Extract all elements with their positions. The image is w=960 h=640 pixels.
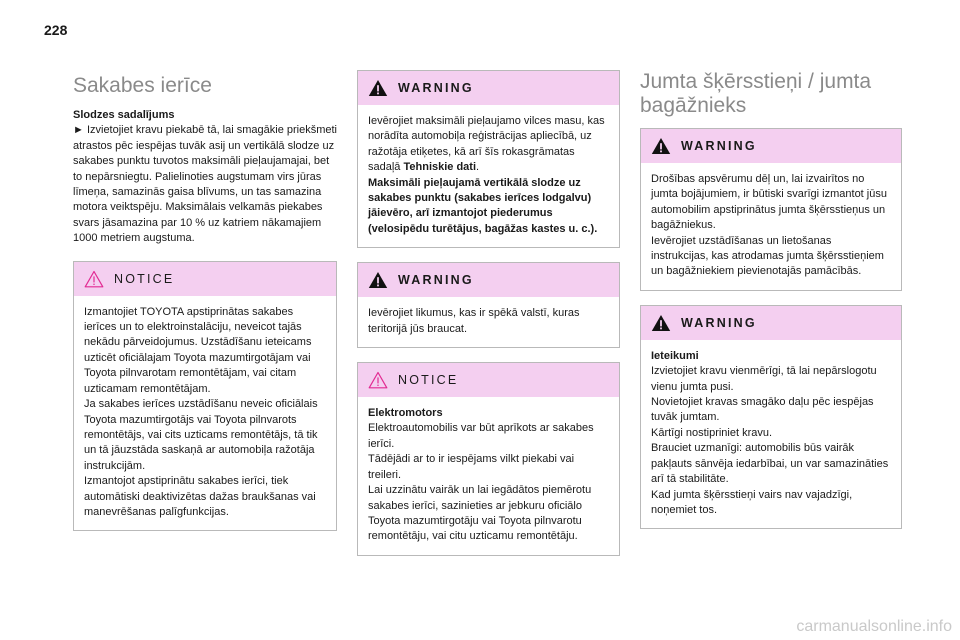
warning-text-end: . xyxy=(476,161,480,174)
warning-body xyxy=(358,105,619,247)
notice-paragraph: Izmantojiet TOYOTA apstiprinātas sakabes ierīces un to elektroinstalāciju, neveicot tajās nekādu pārveidojumus. Uzstādīšanu ieteicams uzticēt oficiālajam Toyota mazumtirgotājam vai Toyota pilnvarotam remontētājam, vai citam uzticamam remontētājam. xyxy=(84,305,312,395)
notice-label: NOTICE xyxy=(398,373,459,388)
warning-triangle-icon xyxy=(651,137,671,155)
warning-bold-paragraph: Maksimāli pieļaujamā vertikālā slodze uz sakabes punktu (sakabes ierīces lodgalvu) jāievēro, arī izmantojot piederumus (velosipēdu turētājus, bagāžas kastes u. c.). xyxy=(368,176,598,235)
warning-body xyxy=(641,340,901,528)
notice-header xyxy=(74,262,336,296)
notice-heading: Elektromotors xyxy=(368,407,443,420)
warning-body xyxy=(358,297,619,347)
warning-paragraph: Izvietojiet kravu vienmērīgi, tā lai nepārslogotu vienu jumta pusi. xyxy=(651,365,877,393)
warning-triangle-icon xyxy=(368,271,388,289)
notice-paragraph: Tādējādi ar to ir iespējams vilkt piekabi vai treileri. xyxy=(368,453,575,481)
section-title-towing: Sakabes ierīce xyxy=(73,74,212,97)
notice-body xyxy=(358,397,619,555)
column-towing xyxy=(73,70,337,531)
notice-box-towbar xyxy=(73,261,337,532)
notice-paragraph: Ja sakabes ierīces uzstādīšanu neveic oficiālais Toyota mazumtirgotājs vai Toyota pilnvarots remontētājs, vai cits uzticams remontētājs, tā tik un tā jāuzstāda saskaņā ar automobiļa ražotāja instrukcijām. xyxy=(84,398,318,472)
notice-paragraph: Izmantojot apstiprinātu sakabes ierīci, tiek automātiski deaktivizētas dažas braukšanas vai manevrēšanas palīgfunkcijas. xyxy=(84,475,316,518)
warning-paragraph: Ievērojiet uzstādīšanas un lietošanas instrukcijas, kas atrodamas jumta šķērsstieņiem un bagāžniekiem pievienotajās pamācībās. xyxy=(651,234,884,278)
warning-box-laws xyxy=(357,262,620,348)
column-roof-bars xyxy=(640,70,902,543)
subhead-load-distribution: Slodzes sadalījums xyxy=(73,109,175,121)
notice-paragraph: Lai uzzinātu vairāk un lai iegādātos piemērotu sakabes ierīci, sazinieties ar jebkuru oficiālo Toyota mazumtirgotāju vai Toyota pilnvarotu remontētāju, vai citu uzticamu remontētāju. xyxy=(368,484,592,543)
warning-header xyxy=(358,71,619,105)
warning-label: WARNING xyxy=(398,81,474,95)
notice-box-electric xyxy=(357,362,620,556)
warning-paragraph: Drošības apsvērumu dēļ un, lai izvairītos no jumta bojājumiem, ir būtiski svarīgi izmantot jūsu automobilim apstiprinātus jumta šķērsstieņus un bagāžniekus. xyxy=(651,173,887,232)
warning-label: WARNING xyxy=(681,139,757,153)
warning-label: WARNING xyxy=(398,273,474,288)
notice-triangle-icon xyxy=(84,270,104,288)
warning-triangle-icon xyxy=(368,79,388,97)
warning-box-roof-tips xyxy=(640,305,902,529)
warning-header xyxy=(641,129,901,163)
page-number: 228 xyxy=(44,22,68,38)
notice-header xyxy=(358,363,619,397)
notice-body xyxy=(74,296,336,531)
watermark: carmanualsonline.info xyxy=(796,618,952,635)
warning-body xyxy=(641,163,901,290)
technical-data-reference: Tehniskie dati xyxy=(403,161,477,174)
warning-text: Ievērojiet maksimāli pieļaujamo vilces masu, kas norādīta automobiļa reģistrācijas apliecībā, uz ražotāja etiķetes, kā arī šīs rokasgrāmatas sadaļā xyxy=(368,115,605,174)
warning-triangle-icon xyxy=(651,314,671,332)
notice-triangle-icon xyxy=(368,371,388,389)
warning-box-towing-mass xyxy=(357,70,620,248)
load-distribution-text: ► Izvietojiet kravu piekabē tā, lai smagākie priekšmeti atrastos pēc iespējas tuvāk asij un vertikālā slodze uz sakabes punktu tuvotos maksimāli pieļaujamajai, bet to nepārsniegtu. Palielinoties augstumam virs jūras līmeņa, samazinās gaisa blīvums, un tas samazina motora veiktspēju. Maksimālais velkamās piekabes svars jāsamazina par 10 % uz katriem nākamajiem 1000 metriem augstuma. xyxy=(73,124,337,245)
warning-paragraph: Ievērojiet likumus, kas ir spēkā valstī, kuras teritorijā jūs braucat. xyxy=(368,307,580,335)
column-towing-warnings xyxy=(357,70,620,570)
warning-box-roof-safety xyxy=(640,128,902,291)
warning-paragraph: Brauciet uzmanīgi: automobilis būs vairāk pakļauts sānvēja iedarbībai, un var samazināties arī tā stabilitāte. xyxy=(651,442,889,486)
warning-header xyxy=(641,306,901,340)
warning-paragraph: Kad jumta šķērsstieņi vairs nav vajadzīgi, noņemiet tos. xyxy=(651,488,853,516)
warning-paragraph: Kārtīgi nostipriniet kravu. xyxy=(651,426,773,439)
section-title-roof-bars: Jumta šķērsstieņi / jumta bagāžnieks xyxy=(640,70,872,117)
notice-label: NOTICE xyxy=(114,271,175,286)
warning-label: WARNING xyxy=(681,315,757,330)
notice-paragraph: Elektroautomobilis var būt aprīkots ar sakabes ierīci. xyxy=(368,422,594,450)
warning-paragraph xyxy=(368,114,609,176)
warning-heading: Ieteikumi xyxy=(651,349,699,362)
warning-paragraph: Novietojiet kravas smagāko daļu pēc iespējas tuvāk jumtam. xyxy=(651,396,874,424)
warning-header xyxy=(358,263,619,297)
